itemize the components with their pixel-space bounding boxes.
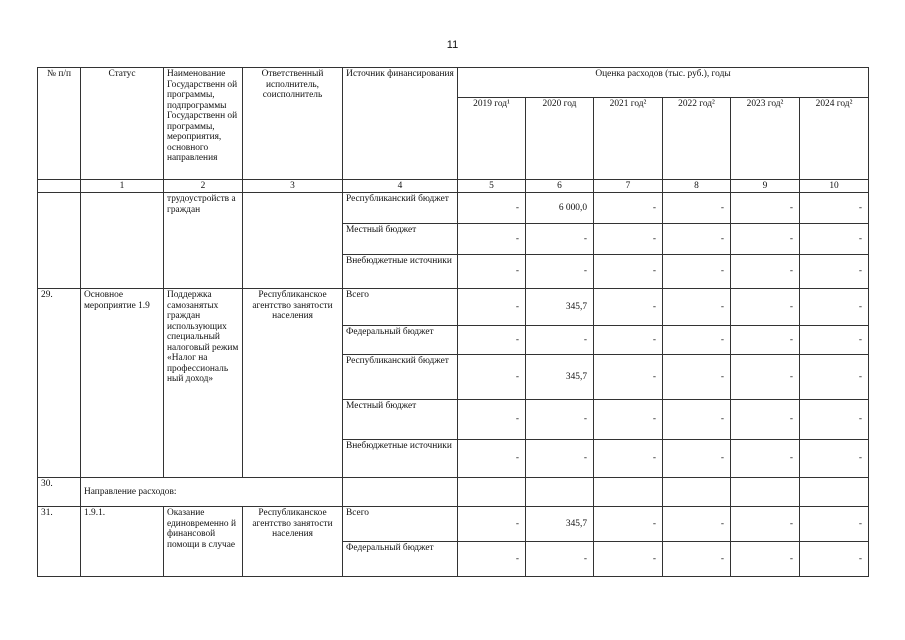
expenditure-table — [37, 67, 869, 577]
cell-value: - — [458, 542, 526, 577]
header-source: Источник финансирования — [343, 68, 458, 180]
cell-value: - — [800, 193, 869, 224]
cell-value: - — [663, 193, 731, 224]
cell-value: - — [526, 542, 594, 577]
cell-value: - — [663, 507, 731, 542]
col-number: 1 — [81, 180, 164, 193]
cell-value: - — [731, 400, 800, 440]
cell-value: - — [458, 326, 526, 355]
cell-value: - — [594, 542, 663, 577]
direction-label: Направление расходов: — [81, 478, 343, 507]
cell-value: - — [526, 326, 594, 355]
cell-source: Внебюджетные источники — [343, 255, 458, 289]
cell-num: 30. — [38, 478, 81, 507]
cell-source: Местный бюджет — [343, 400, 458, 440]
header-year: 2024 год² — [800, 98, 869, 180]
header-name: Наименование Государственн ой программы, подпрограммы Государственн ой программы, мероприятия, основного направления — [164, 68, 243, 180]
cell-source: Федеральный бюджет — [343, 326, 458, 355]
cell-value: - — [800, 355, 869, 400]
cell-value: - — [731, 326, 800, 355]
cell-value — [800, 478, 869, 507]
col-number: 9 — [731, 180, 800, 193]
cell-value: - — [800, 542, 869, 577]
cell-status — [81, 193, 164, 289]
cell-source: Республиканский бюджет — [343, 193, 458, 224]
cell-name: Поддержка самозанятых граждан использующих специальный налоговый режим «Налог на профессиональ ный доход» — [164, 289, 243, 478]
col-number: 3 — [243, 180, 343, 193]
header-executor: Ответственный исполнитель, соисполнитель — [243, 68, 343, 180]
cell-value: - — [594, 326, 663, 355]
cell-value — [594, 478, 663, 507]
cell-executor: Республиканское агентство занятости населения — [243, 507, 343, 577]
cell-value: - — [594, 224, 663, 255]
cell-value: - — [526, 255, 594, 289]
cell-value: - — [663, 440, 731, 478]
cell-num — [38, 193, 81, 289]
cell-name: трудоустройств а граждан — [164, 193, 243, 289]
cell-value: - — [663, 542, 731, 577]
cell-value — [731, 478, 800, 507]
cell-value: - — [458, 193, 526, 224]
cell-value: 345,7 — [526, 289, 594, 326]
table-row — [38, 478, 869, 507]
cell-value: - — [458, 255, 526, 289]
cell-value — [458, 478, 526, 507]
cell-value: - — [731, 507, 800, 542]
cell-value — [663, 478, 731, 507]
cell-value — [526, 478, 594, 507]
col-number: 8 — [663, 180, 731, 193]
col-number: 6 — [526, 180, 594, 193]
cell-source: Всего — [343, 507, 458, 542]
cell-value: - — [663, 326, 731, 355]
cell-value: - — [594, 507, 663, 542]
cell-name: Оказание единовременно й финансовой помощи в случае — [164, 507, 243, 577]
table-row — [38, 289, 869, 326]
cell-value: 6 000,0 — [526, 193, 594, 224]
cell-value: - — [731, 224, 800, 255]
cell-value: - — [526, 224, 594, 255]
cell-value: - — [731, 355, 800, 400]
cell-value: - — [458, 507, 526, 542]
cell-value: 345,7 — [526, 355, 594, 400]
header-year: 2022 год² — [663, 98, 731, 180]
cell-value: - — [731, 193, 800, 224]
header-year: 2019 год¹ — [458, 98, 526, 180]
cell-value: - — [800, 255, 869, 289]
col-number: 7 — [594, 180, 663, 193]
cell-source: Всего — [343, 289, 458, 326]
cell-source: Внебюджетные источники — [343, 440, 458, 478]
cell-value: - — [800, 440, 869, 478]
col-number: 4 — [343, 180, 458, 193]
cell-value: - — [526, 440, 594, 478]
table-row — [38, 507, 869, 542]
header-num: № п/п — [38, 68, 81, 180]
col-number: 10 — [800, 180, 869, 193]
cell-num: 31. — [38, 507, 81, 577]
cell-value: - — [526, 400, 594, 440]
cell-value: - — [663, 289, 731, 326]
header-year: 2020 год — [526, 98, 594, 180]
cell-source — [343, 478, 458, 507]
col-number: 2 — [164, 180, 243, 193]
cell-value: - — [458, 355, 526, 400]
cell-value: - — [594, 400, 663, 440]
cell-value: - — [663, 255, 731, 289]
cell-num: 29. — [38, 289, 81, 478]
cell-value: - — [458, 400, 526, 440]
cell-value: - — [800, 326, 869, 355]
page-number: 11 — [446, 39, 459, 51]
cell-executor: Республиканское агентство занятости населения — [243, 289, 343, 478]
cell-value: 345,7 — [526, 507, 594, 542]
cell-value: - — [594, 289, 663, 326]
cell-value: - — [594, 440, 663, 478]
cell-value: - — [594, 255, 663, 289]
header-year: 2023 год² — [731, 98, 800, 180]
cell-status: 1.9.1. — [81, 507, 164, 577]
cell-value: - — [800, 224, 869, 255]
cell-value: - — [731, 289, 800, 326]
cell-value: - — [731, 542, 800, 577]
cell-value: - — [594, 193, 663, 224]
cell-value: - — [800, 289, 869, 326]
col-number — [38, 180, 81, 193]
cell-executor — [243, 193, 343, 289]
cell-value: - — [800, 400, 869, 440]
cell-value: - — [594, 355, 663, 400]
header-estimate: Оценка расходов (тыс. руб.), годы — [458, 68, 869, 98]
cell-value: - — [663, 355, 731, 400]
cell-value: - — [663, 400, 731, 440]
cell-value: - — [731, 440, 800, 478]
cell-source: Местный бюджет — [343, 224, 458, 255]
cell-status: Основное мероприятие 1.9 — [81, 289, 164, 478]
cell-value: - — [663, 224, 731, 255]
cell-source: Федеральный бюджет — [343, 542, 458, 577]
cell-value: - — [458, 289, 526, 326]
cell-value: - — [458, 224, 526, 255]
col-number: 5 — [458, 180, 526, 193]
header-status: Статус — [81, 68, 164, 180]
cell-value: - — [458, 440, 526, 478]
header-year: 2021 год² — [594, 98, 663, 180]
cell-value: - — [800, 507, 869, 542]
cell-value: - — [731, 255, 800, 289]
cell-source: Республиканский бюджет — [343, 355, 458, 400]
table-row — [38, 193, 869, 224]
